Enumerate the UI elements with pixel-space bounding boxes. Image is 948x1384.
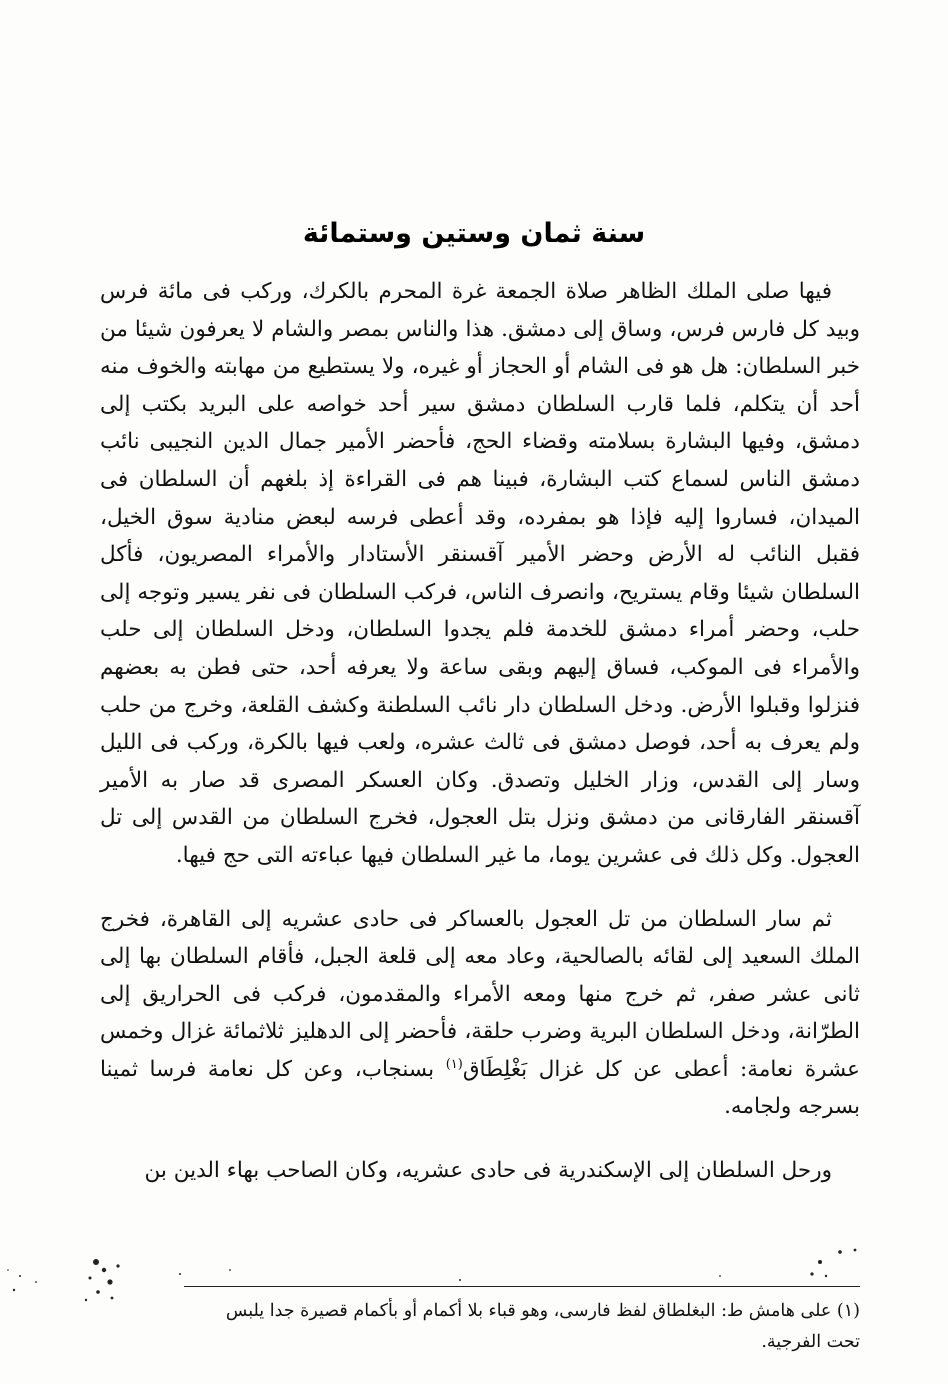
footnote-marker[interactable]: (١) <box>445 1056 463 1072</box>
paragraph-2 <box>100 901 860 1127</box>
main-text <box>100 273 860 1190</box>
footnote-line-1: (١) على هامش ط: البغلطاق لفظ فارسى، وهو قباء بلا أكمام أو بأكمام قصيرة جدا يلبس <box>225 1301 860 1321</box>
year-heading: سنة ثمان وستين وستمائة <box>302 218 646 249</box>
paragraph-2-text: ثم سار السلطان من تل العجول بالعساكر فى حادى عشريه إلى القاهرة، فخرج الملك السعيد إلى لقائه بالصالحية، وعاد معه إلى قلعة الجبل، فأقام السلطان بها إلى ثانى عشر صفر، ثم خرج منها ومعه الأمراء والمقدمون، فركب فى الحراريق إلى الطرّانة، ودخل السلطان البرية وضرب حلقة، فأحضر إلى الدهليز ثلاثمائة غزال وخمس عشرة نعامة: أعطى عن كل غزال بَغْلِطَاق <box>100 906 860 1082</box>
paragraph-1: فيها صلى الملك الظاهر صلاة الجمعة غرة المحرم بالكرك، وركب فى مائة فرس وبيد كل فارس فرس، وساق إلى دمشق. هذا والناس بمصر والشام لا يعرفون شيئا من خبر السلطان: هل هو فى الشام أو الحجاز أو غيره، ولا يستطيع من مهابته والخوف منه أحد أن يتكلم، فلما قارب السلطان دمشق سير أحد خواصه على البريد بكتب إلى دمشق، وفيها البشارة بسلامته وقضاء الحج، فأحضر الأمير جمال الدين النجيبى نائب دمشق الناس لسماع كتب البشارة، فبينا هم فى القراءة إذ بلغهم أن السلطان فى الميدان، فساروا إليه فإذا هو بمفرده، وقد أعطى فرسه لبعض منادية سوق الخيل، فقبل النائب له الأرض وحضر الأمير آقسنقر الأستادار والأمراء المصريون، فأكل السلطان شيئا وقام يستريح، وانصرف الناس، فركب السلطان فى نفر يسير وتوجه إلى حلب، وحضر أمراء دمشق للخدمة فلم يجدوا السلطان، ودخل السلطان إلى حلب والأمراء فى الموكب، فساق إليهم وبقى ساعة ولا يعرفه أحد، حتى فطن به بعضهم فنزلوا وقبلوا الأرض. ودخل السلطان دار نائب السلطنة وكشف القلعة، وخرج من حلب ولم يعرف به أحد، فوصل دمشق فى ثالث عشره، ولعب فيها بالكرة، وركب فى الليل وسار إلى القدس، وزار الخليل وتصدق. وكان العسكر المصرى قد صار به الأمير آقسنقر الفارقانى من دمشق ونزل بتل العجول، فخرج السلطان من القدس إلى تل العجول. وكل ذلك فى عشرين يوما، ما غير السلطان فيها عباءته التى حج فيها. <box>100 279 860 868</box>
footnote <box>140 1296 860 1358</box>
footnote-divider <box>184 1286 860 1287</box>
paragraph-3: ورحل السلطان إلى الإسكندرية فى حادى عشريه، وكان الصاحب بهاء الدين بن <box>144 1158 832 1184</box>
paragraph-2-continued: بسنجاب، وعن كل نعامة فرسا ثمينا بسرجه ولجامه. <box>100 1056 860 1120</box>
footnote-line-2: تحت الفرجية. <box>761 1332 860 1352</box>
